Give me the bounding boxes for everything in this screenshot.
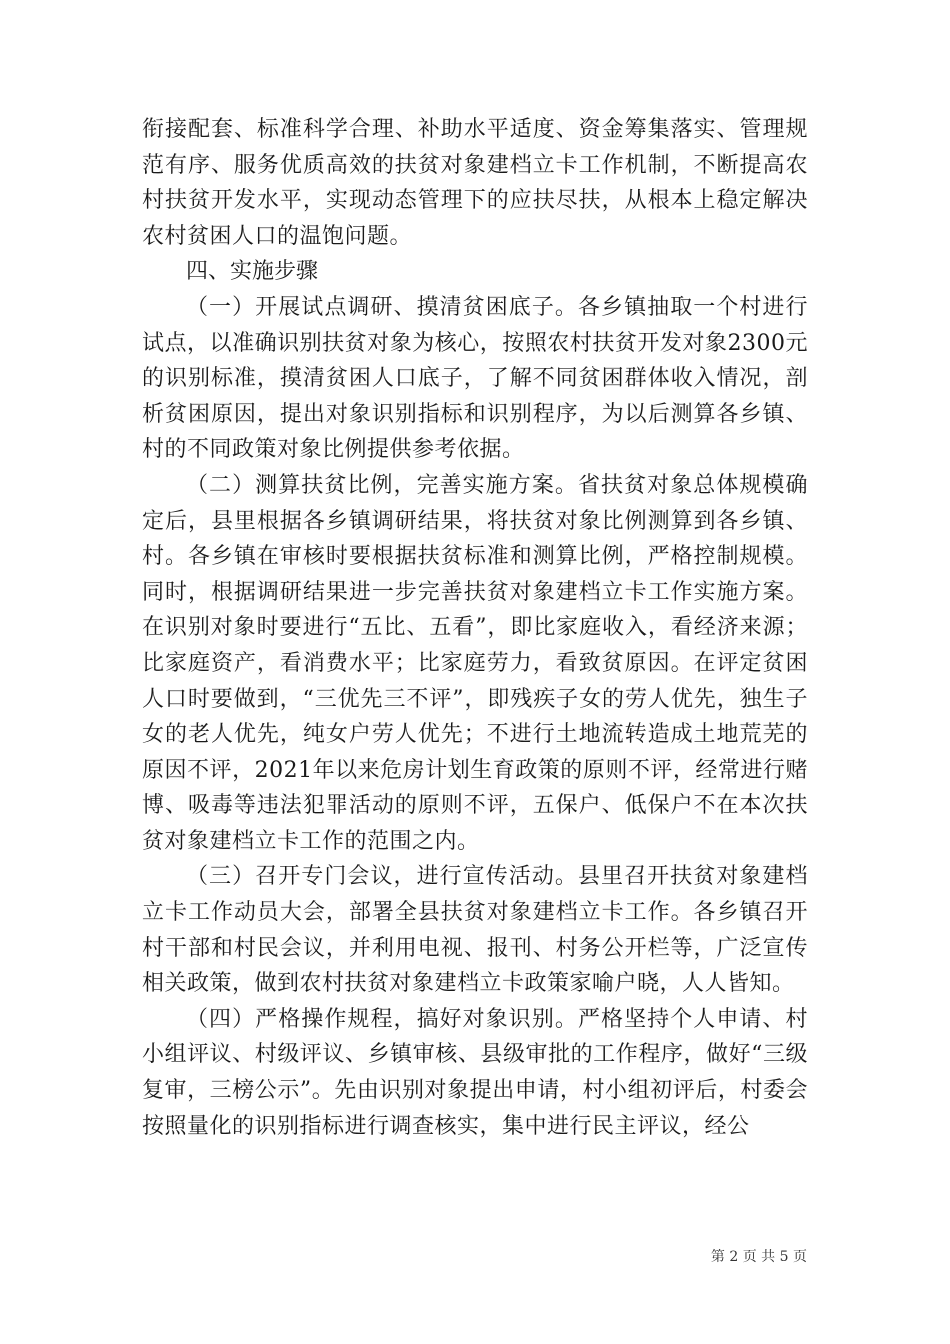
paragraph-continuation: 衔接配套、标准科学合理、补助水平适度、资金筹集落实、管理规范有序、服务优质高效的扶贫对象建档立卡工作机制，不断提高农村扶贫开发水平，实现动态管理下的应扶尽扶，从根本上稳定解决农村贫困人口的温饱问题。: [142, 117, 808, 249]
section-heading: 四、实施步骤: [186, 259, 319, 285]
document-body: [142, 112, 808, 1144]
paragraph-step-4: （四）严格操作规程，搞好对象识别。严格坚持个人申请、村小组评议、村级评议、乡镇审核、县级审批的工作程序，做好“三级复审，三榜公示”。先由识别对象提出申请，村小组初评后，村委会按照量化的识别指标进行调查核实，集中进行民主评议，经公: [142, 1006, 808, 1139]
page-number-footer: 第 2 页 共 5 页: [710, 1249, 807, 1265]
paragraph-step-1: （一）开展试点调研、摸清贫困底子。各乡镇抽取一个村进行试点，以准确识别扶贫对象为核心，按照农村扶贫开发对象2300元的识别标准，摸清贫困人口底子，了解不同贫困群体收入情况，剖析贫困原因，提出对象识别指标和识别程序，为以后测算各乡镇、村的不同政策对象比例提供参考依据。: [142, 294, 808, 463]
paragraph-step-2: （二）测算扶贫比例，完善实施方案。省扶贫对象总体规模确定后，县里根据各乡镇调研结果，将扶贫对象比例测算到各乡镇、村。各乡镇在审核时要根据扶贫标准和测算比例，严格控制规模。同时，根据调研结果进一步完善扶贫对象建档立卡工作实施方案。在识别对象时要进行“五比、五看”，即比家庭收入，看经济来源；比家庭资产，看消费水平；比家庭劳力，看致贫原因。在评定贫困人口时要做到，“三优先三不评”，即残疾子女的劳人优先，独生子女的老人优先，纯女户劳人优先；不进行土地流转造成土地荒芜的原因不评，2021年以来危房计划生育政策的原则不评，经常进行赌博、吸毒等违法犯罪活动的原则不评，五保户、低保户不在本次扶贫对象建档立卡工作的范围之内。: [142, 472, 808, 854]
paragraph-step-3: （三）召开专门会议，进行宣传活动。县里召开扶贫对象建档立卡工作动员大会，部署全县扶贫对象建档立卡工作。各乡镇召开村干部和村民会议，并利用电视、报刊、村务公开栏等，广泛宣传相关政策，做到农村扶贫对象建档立卡政策家喻户晓，人人皆知。: [142, 864, 808, 997]
